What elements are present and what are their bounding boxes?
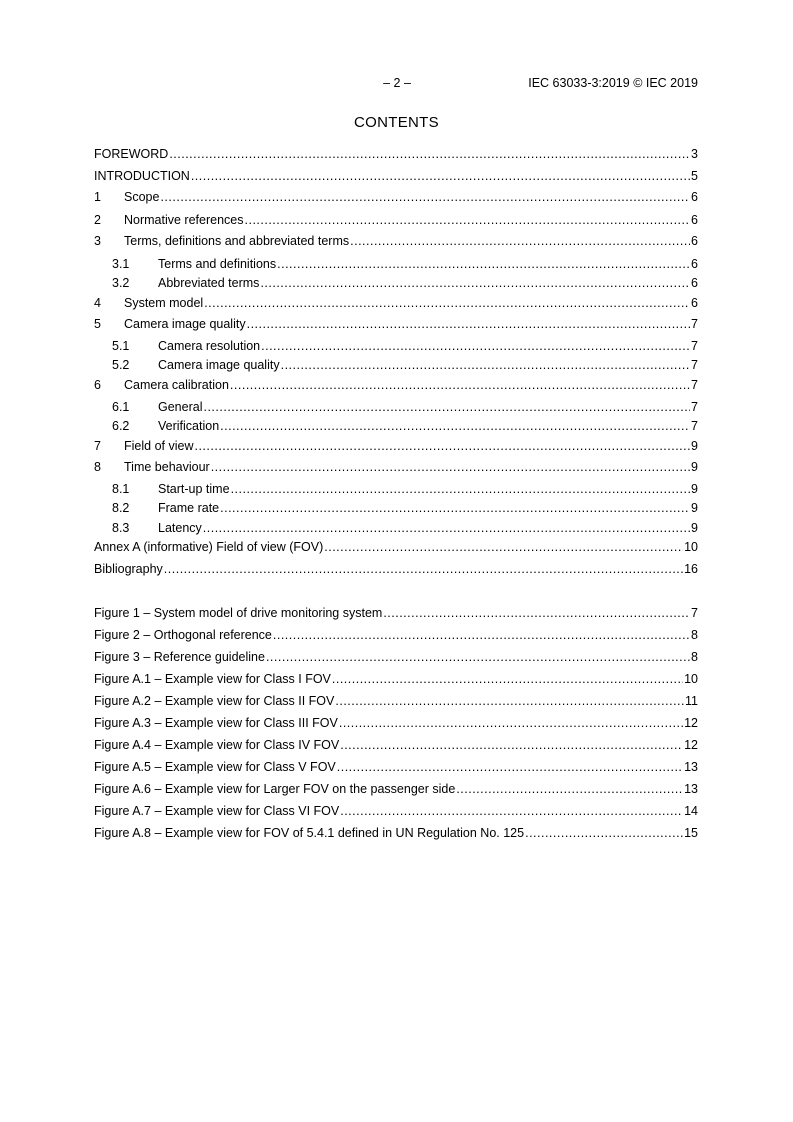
figure-entry[interactable] [94,605,698,621]
entry-label: System model [124,296,204,310]
figure-entry[interactable] [94,671,698,687]
dot-leader [383,605,690,621]
entry-label: Figure A.7 – Example view for Class VI FOV [94,804,340,818]
page-number: – 2 – [383,76,411,90]
figure-entry[interactable] [94,825,698,841]
entry-label: Bibliography [94,562,163,576]
dot-leader [169,146,690,162]
entry-page-number: 6 [691,213,698,227]
section-entry[interactable] [94,418,698,434]
entry-page-number: 8 [691,628,698,642]
entry-page-number: 7 [691,358,698,372]
entry-label: Figure 1 – System model of drive monitoring system [94,606,383,620]
section-entry[interactable] [94,338,698,354]
figure-entry[interactable] [94,803,698,819]
entry-label: Figure A.1 – Example view for Class I FOV [94,672,331,686]
entry-label: Annex A (informative) Field of view (FOV) [94,540,324,554]
entry-page-number: 6 [691,190,698,204]
section-entry[interactable] [94,146,698,162]
dot-leader [332,671,683,687]
entry-page-number: 9 [691,460,698,474]
dot-leader [203,399,690,415]
entry-label: Latency [158,521,202,535]
dot-leader [350,233,690,249]
page-title: CONTENTS [354,114,439,131]
section-entry[interactable] [94,500,698,516]
entry-label: Figure A.8 – Example view for FOV of 5.4.1 defined in UN Regulation No. 125 [94,826,525,840]
dot-leader [160,189,690,205]
entry-page-number: 9 [691,439,698,453]
section-entry[interactable] [94,275,698,291]
dot-leader [456,781,683,797]
entry-label: Abbreviated terms [158,276,260,290]
entry-page-number: 7 [691,317,698,331]
entry-page-number: 16 [684,562,698,576]
dot-leader [245,212,691,228]
entry-label: Field of view [124,439,194,453]
section-entry[interactable] [94,295,698,311]
entry-number: 1 [94,190,101,204]
dot-leader [194,438,690,454]
entry-page-number: 7 [691,400,698,414]
standard-reference: IEC 63033-3:2019 © IEC 2019 [528,76,698,90]
entry-label: Figure 3 – Reference guideline [94,650,265,664]
entry-page-number: 6 [691,296,698,310]
section-entry[interactable] [94,561,698,577]
entry-page-number: 7 [691,339,698,353]
entry-label: Terms and definitions [158,257,277,271]
section-entry[interactable] [94,316,698,332]
entry-page-number: 13 [684,782,698,796]
figure-entry[interactable] [94,715,698,731]
entry-label: Terms, definitions and abbreviated terms [124,234,350,248]
entry-number: 6.2 [112,419,130,433]
entry-number: 3.1 [112,257,130,271]
entry-label: Scope [124,190,160,204]
entry-number: 7 [94,439,101,453]
entry-label: Start-up time [158,482,230,496]
dot-leader [204,295,690,311]
section-entry[interactable] [94,212,698,228]
entry-page-number: 8 [691,650,698,664]
section-entry[interactable] [94,189,698,205]
entry-label: Figure A.4 – Example view for Class IV FOV [94,738,340,752]
entry-page-number: 13 [684,760,698,774]
entry-label: Figure A.5 – Example view for Class V FOV [94,760,336,774]
entry-number: 5.2 [112,358,130,372]
figure-entry[interactable] [94,649,698,665]
dot-leader [339,715,683,731]
entry-label: Camera image quality [124,317,246,331]
entry-label: Camera resolution [158,339,261,353]
entry-number: 8.2 [112,501,130,515]
entry-page-number: 14 [684,804,698,818]
dot-leader [277,256,690,272]
entry-number: 5 [94,317,101,331]
section-entry[interactable] [94,377,698,393]
entry-page-number: 6 [691,234,698,248]
section-entry[interactable] [94,233,698,249]
entry-page-number: 12 [684,738,698,752]
entry-page-number: 9 [691,482,698,496]
entry-label: Verification [158,419,220,433]
section-entry[interactable] [94,481,698,497]
entry-page-number: 9 [691,521,698,535]
dot-leader [247,316,690,332]
entry-label: Figure 2 – Orthogonal reference [94,628,272,642]
dot-leader [261,338,690,354]
figure-entry[interactable] [94,627,698,643]
dot-leader [203,520,690,536]
entry-page-number: 5 [691,169,698,183]
entry-page-number: 10 [684,672,698,686]
entry-label: Figure A.3 – Example view for Class III FOV [94,716,338,730]
dot-leader [525,825,683,841]
section-entry[interactable] [94,256,698,272]
section-entry[interactable] [94,399,698,415]
entry-label: Frame rate [158,501,220,515]
entry-number: 5.1 [112,339,130,353]
entry-page-number: 15 [684,826,698,840]
figure-entry[interactable] [94,693,698,709]
section-entry[interactable] [94,459,698,475]
entry-number: 3 [94,234,101,248]
entry-page-number: 9 [691,501,698,515]
dot-leader [340,737,683,753]
entry-number: 2 [94,213,101,227]
entry-page-number: 7 [691,606,698,620]
entry-label: INTRODUCTION [94,169,190,183]
entry-label: Camera calibration [124,378,229,392]
figure-entry[interactable] [94,737,698,753]
entry-number: 8.3 [112,521,130,535]
entry-number: 8.1 [112,482,130,496]
dot-leader [164,561,683,577]
entry-page-number: 3 [691,147,698,161]
entry-number: 8 [94,460,101,474]
dot-leader [230,377,690,393]
dot-leader [324,539,683,555]
section-entry[interactable] [94,438,698,454]
entry-label: FOREWORD [94,147,169,161]
section-entry[interactable] [94,168,698,184]
dot-leader [335,693,684,709]
dot-leader [340,803,683,819]
dot-leader [260,275,690,291]
entry-page-number: 11 [685,694,698,708]
entry-page-number: 6 [691,276,698,290]
section-entry[interactable] [94,520,698,536]
section-entry[interactable] [94,539,698,555]
figure-entry[interactable] [94,759,698,775]
entry-page-number: 7 [691,419,698,433]
entry-page-number: 12 [684,716,698,730]
entry-number: 4 [94,296,101,310]
section-entry[interactable] [94,357,698,373]
dot-leader [231,481,690,497]
entry-label: Camera image quality [158,358,280,372]
entry-label: General [158,400,203,414]
dot-leader [266,649,690,665]
dot-leader [191,168,690,184]
dot-leader [220,418,690,434]
entry-page-number: 6 [691,257,698,271]
entry-label: Time behaviour [124,460,210,474]
dot-leader [337,759,683,775]
dot-leader [273,627,690,643]
dot-leader [211,459,690,475]
entry-number: 6 [94,378,101,392]
entry-page-number: 7 [691,378,698,392]
dot-leader [220,500,690,516]
entry-label: Figure A.2 – Example view for Class II FOV [94,694,335,708]
entry-number: 3.2 [112,276,130,290]
entry-page-number: 10 [684,540,698,554]
figure-entry[interactable] [94,781,698,797]
entry-label: Figure A.6 – Example view for Larger FOV on the passenger side [94,782,456,796]
entry-number: 6.1 [112,400,130,414]
entry-label: Normative references [124,213,244,227]
dot-leader [281,357,690,373]
